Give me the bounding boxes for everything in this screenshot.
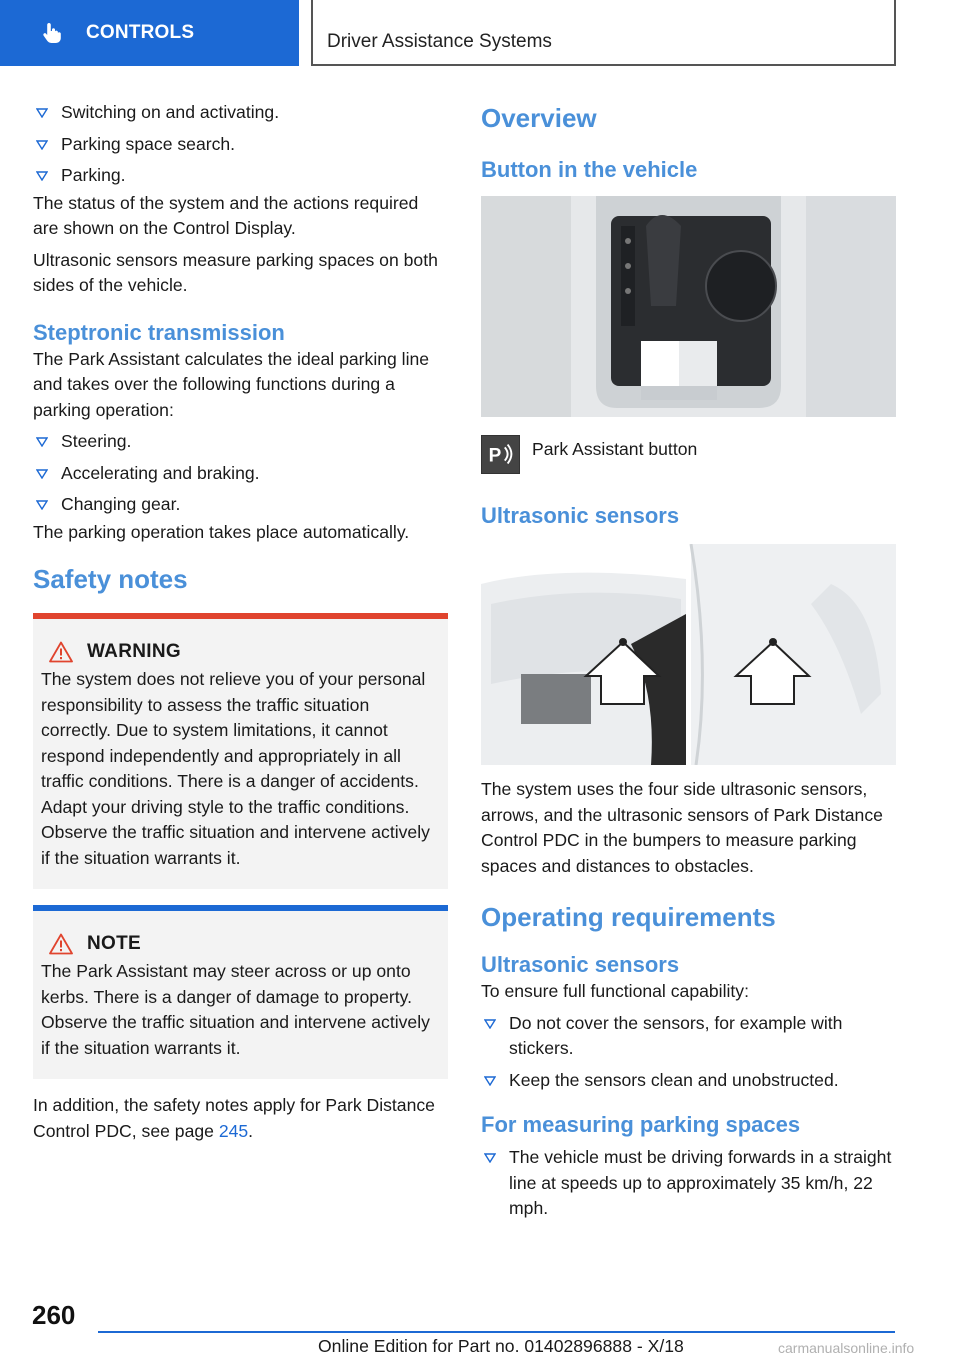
- measure-heading: For measuring parking spaces: [481, 1112, 801, 1137]
- note-text: The Park Assistant may steer across or up onto kerbs. There is a danger of damage to property. Observe the traffic situation and intervene actively if the situation warrants it.: [41, 961, 430, 1058]
- ultrasonic-heading: Ultrasonic sensors: [481, 503, 680, 528]
- steptronic-heading: Steptronic transmission: [33, 319, 285, 345]
- right-column: [481, 102, 896, 1228]
- chapter-label: Driver Assistance Systems: [327, 31, 552, 52]
- warning-icon: [49, 641, 73, 663]
- op-ultrasonic-heading: Ultrasonic sensors: [481, 952, 680, 977]
- warning-icon: [49, 933, 73, 955]
- console-photo: [481, 196, 896, 417]
- section-label: CONTROLS: [86, 22, 195, 43]
- list-item: Changing gear.: [33, 492, 448, 518]
- sensors-photo: [481, 544, 896, 765]
- warning-box: [33, 613, 448, 889]
- operating-requirements-heading: Operating requirements: [481, 902, 776, 932]
- svg-text:P: P: [488, 445, 502, 467]
- steptronic-list: [33, 429, 448, 518]
- list-item: Do not cover the sensors, for example with stickers.: [481, 1011, 896, 1062]
- ultrasonic-paragraph: The system uses the four side ultrasonic sensors, arrows, and the ultrasonic sensors of Park Distance Control PDC in the bumpers to measure parking spaces and distances to obstacles.: [481, 779, 883, 876]
- overview-heading: Overview: [481, 103, 597, 133]
- section-tab: [0, 0, 299, 66]
- status-paragraph: The status of the system and the actions required are shown on the Control Display.: [33, 192, 419, 238]
- warning-text: The system does not relieve you of your personal responsibility to assess the traffic situation correctly. Due to system limitations, it cannot respond independently and appropriately in all traffic conditions. There is a danger of accidents. Adapt your driving style to the traffic conditions. Observe the traffic situation and intervene actively if the situation warrants it.: [41, 669, 430, 868]
- intro-list: [33, 100, 448, 189]
- list-item: Keep the sensors clean and unobstructed.: [481, 1068, 896, 1094]
- triangle-bullet-icon: [484, 1019, 496, 1029]
- parking-sensor-icon: [482, 435, 519, 474]
- list-item: Accelerating and braking.: [33, 461, 448, 487]
- park-assistant-button-icon: [481, 435, 520, 474]
- triangle-bullet-icon: [36, 437, 48, 447]
- triangle-bullet-icon: [484, 1153, 496, 1163]
- list-item: Parking space search.: [33, 132, 448, 158]
- list-item: Switching on and activating.: [33, 100, 448, 126]
- triangle-bullet-icon: [36, 469, 48, 479]
- op-ultrasonic-paragraph: To ensure full functional capability:: [481, 981, 749, 1001]
- list-item: Parking.: [33, 163, 448, 189]
- button-heading: Button in the vehicle: [481, 157, 698, 182]
- warning-title: WARNING: [87, 641, 181, 662]
- pdc-reference-paragraph: In addition, the safety notes apply for Park Distance Control PDC, see page 245.: [33, 1095, 435, 1141]
- automatic-paragraph: The parking operation takes place automatically.: [33, 521, 410, 542]
- left-column: [33, 100, 448, 1144]
- park-assistant-button-row: [481, 435, 896, 474]
- triangle-bullet-icon: [484, 1076, 496, 1086]
- note-title: NOTE: [87, 933, 141, 954]
- triangle-bullet-icon: [36, 140, 48, 150]
- triangle-bullet-icon: [36, 108, 48, 118]
- page-link[interactable]: 245: [218, 1120, 249, 1141]
- sensors-paragraph: Ultrasonic sensors measure parking spaces on both sides of the vehicle.: [33, 249, 438, 295]
- steptronic-paragraph: The Park Assistant calculates the ideal parking line and takes over the following functions during a parking operation:: [33, 348, 430, 420]
- triangle-bullet-icon: [36, 500, 48, 510]
- button-caption: Park Assistant button: [532, 439, 698, 459]
- op-ultrasonic-list: [481, 1011, 896, 1094]
- chapter-tab: [311, 0, 896, 66]
- hand-pointer-icon: [40, 21, 64, 45]
- edition-text: Online Edition for Part no. 01402896888 - X/18: [318, 1336, 684, 1356]
- safety-heading: Safety notes: [33, 564, 188, 594]
- footer-divider: [98, 1331, 895, 1333]
- measure-list: [481, 1145, 896, 1222]
- triangle-bullet-icon: [36, 171, 48, 181]
- list-item: Steering.: [33, 429, 448, 455]
- list-item: The vehicle must be driving forwards in a straight line at speeds up to approximately 35 km/h, 22 mph.: [481, 1145, 896, 1222]
- watermark: carmanualsonline.info: [778, 1340, 915, 1356]
- page-number: 260: [32, 1300, 76, 1330]
- note-box: [33, 905, 448, 1079]
